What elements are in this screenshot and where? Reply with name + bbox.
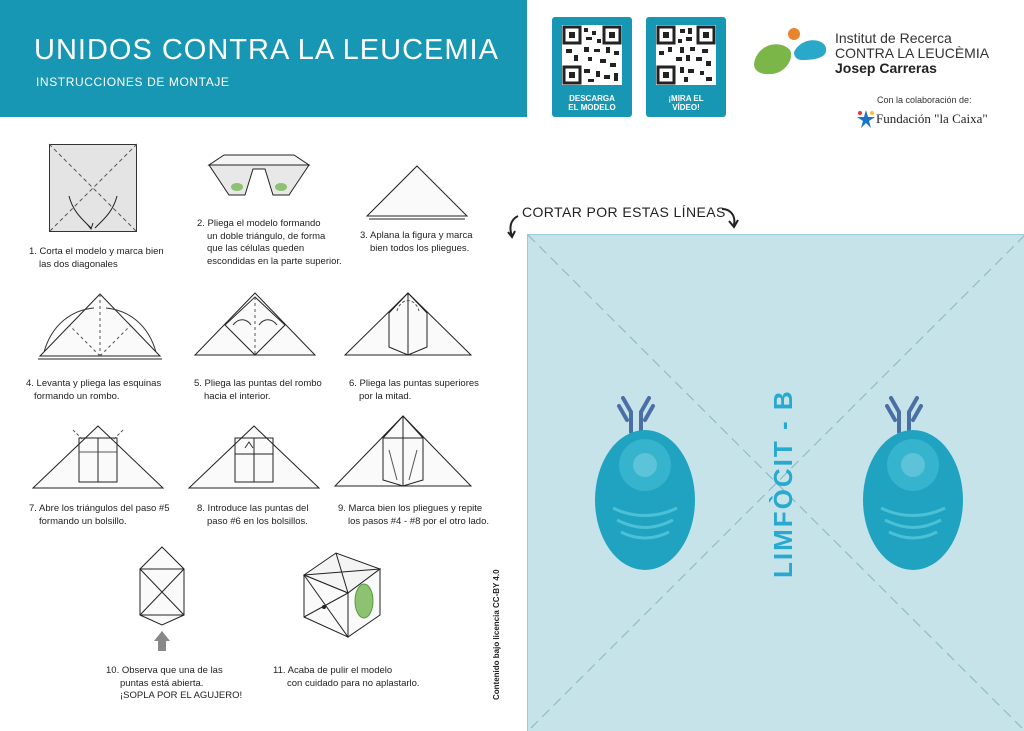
collaboration-text: Con la colaboración de:	[877, 95, 972, 105]
step-text-line: un doble triángulo, de forma	[207, 230, 326, 242]
institution-line2: CONTRA LA LEUCÈMIA	[835, 45, 990, 61]
sponsor-name: Fundación "la Caixa"	[876, 111, 988, 126]
step-text-line: 10. Observa que una de las	[106, 665, 223, 676]
step-text-line: 11. Acaba de pulir el modelo	[273, 665, 393, 676]
step-text-line: hacia el interior.	[204, 390, 271, 402]
step8-diagram	[187, 422, 321, 492]
la-caixa-star-icon	[856, 109, 876, 129]
step-6	[349, 378, 479, 403]
step11-diagram	[302, 551, 382, 639]
qr-watch-video[interactable]	[646, 17, 726, 117]
step4-diagram	[38, 294, 162, 360]
step-text-line: los pasos #4 - #8 por el otro lado.	[348, 515, 490, 527]
qr-label-line1: DESCARGA	[569, 94, 615, 103]
step-text-line: las dos diagonales	[39, 258, 118, 270]
step-text-line: 4. Levanta y pliega las esquinas	[26, 378, 162, 389]
qr-download-model[interactable]	[552, 17, 632, 117]
step9-diagram	[333, 414, 473, 490]
step6-diagram	[343, 289, 473, 359]
step-text-line: bien todos los pliegues.	[370, 242, 470, 254]
page-subtitle: INSTRUCCIONES DE MONTAJE	[36, 75, 230, 89]
cell-type-label: LIMFÒCIT - B	[768, 389, 798, 578]
step7-diagram	[31, 422, 165, 492]
step-text-line: 9. Marca bien los pliegues y repite	[338, 503, 483, 514]
step-text-line: ¡SOPLA POR EL AGUJERO!	[120, 690, 243, 701]
step-text-line: por la mitad.	[359, 390, 412, 402]
step-9	[338, 503, 489, 528]
step-text-line: formando un rombo.	[34, 390, 120, 402]
step-text-line: paso #6 en los bolsillos.	[207, 515, 308, 527]
qr-label-line2: EL MODELO	[568, 103, 616, 112]
step-text-line: 8. Introduce las puntas del	[197, 503, 309, 514]
qr-code-icon	[562, 25, 622, 85]
institution-line3: Josep Carreras	[835, 60, 937, 76]
step5-diagram	[193, 293, 317, 359]
step-4	[26, 378, 161, 403]
step-text-line: 1. Corta el modelo y marca bien	[29, 246, 164, 257]
step-3	[360, 230, 472, 255]
step-text-line: puntas está abierta.	[120, 677, 204, 689]
step-10	[106, 665, 242, 703]
lymphocyte-right-icon	[861, 390, 971, 575]
curved-arrow-left-icon	[506, 214, 520, 238]
step-1	[29, 246, 164, 271]
cut-instruction-label: CORTAR POR ESTAS LÍNEAS	[522, 204, 726, 220]
lymphocyte-left-icon	[593, 390, 703, 575]
step-5	[194, 378, 322, 403]
step-text-line: formando un bolsillo.	[39, 515, 127, 527]
step-11	[273, 665, 420, 690]
step-text-line: 7. Abre los triángulos del paso #5	[29, 503, 170, 514]
step-text-line: 3. Aplana la figura y marca	[360, 230, 473, 241]
curved-arrow-right-icon	[720, 205, 740, 229]
institution-line1: Institut de Recerca	[835, 30, 952, 46]
page-title: UNIDOS CONTRA LA LEUCEMIA	[34, 34, 499, 66]
step3-diagram	[367, 166, 467, 220]
step-text-line: 5. Pliega las puntas del rombo	[194, 378, 322, 389]
step-text-line: que las células queden	[207, 243, 305, 254]
qr-label-line2: VÍDEO!	[672, 103, 700, 112]
step-8	[197, 503, 308, 528]
step-text-line: escondidas en la parte superior.	[207, 255, 342, 267]
qr-label-line1: ¡MIRA EL	[668, 94, 704, 103]
step-2	[197, 218, 342, 268]
step2-diagram	[209, 155, 309, 205]
step-text-line: 6. Pliega las puntas superiores	[349, 378, 479, 389]
step1-diagram	[49, 144, 137, 232]
license-text: Contenido bajo licencia CC-BY 4.0	[492, 569, 501, 700]
step-text-line: con cuidado para no aplastarlo.	[287, 677, 420, 689]
qr-code-icon	[656, 25, 716, 85]
step-text-line: 2. Pliega el modelo formando	[197, 218, 321, 229]
step10-diagram	[138, 545, 186, 653]
step-7	[29, 503, 169, 528]
institut-logo-icon	[752, 26, 832, 78]
